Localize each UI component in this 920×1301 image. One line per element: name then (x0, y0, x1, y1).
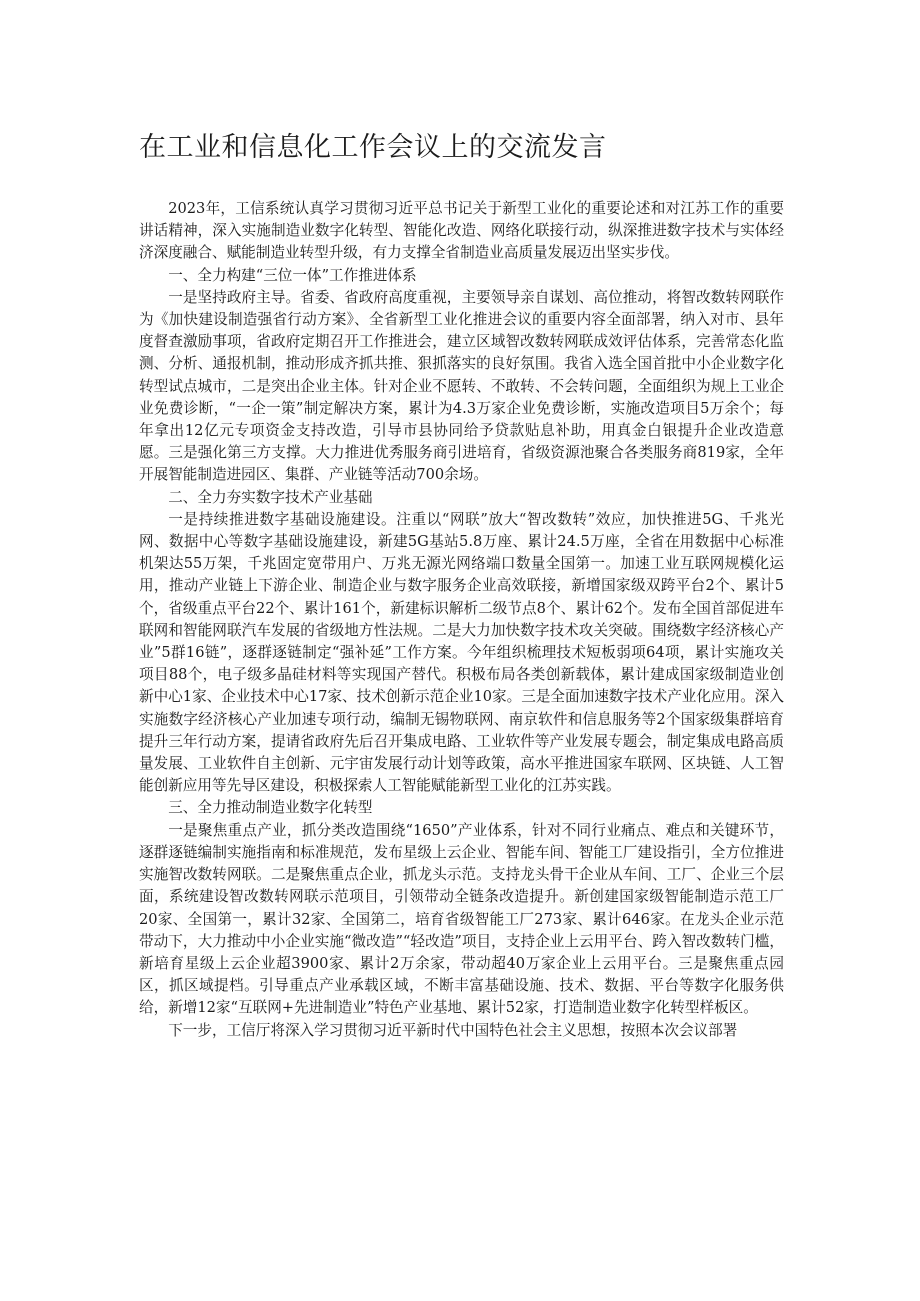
section-heading-3: 三、全力推动制造业数字化转型 (168, 799, 373, 817)
intro-paragraph: 2023年，工信系统认真学习贯彻习近平总书记关于新型工业化的重要论述和对江苏工作的重要讲话精神，深入实施制造业数字化转型、智能化改造、网络化联接行动，纵深推进数字技术与实体经济深度融合、赋能制造业转型升级，有力支撑全省制造业高质量发展迈出坚实步伐。 (139, 200, 784, 262)
section-heading-2: 二、全力夯实数字技术产业基础 (168, 488, 373, 506)
document-title: 在工业和信息化工作会议上的交流发言 (139, 132, 607, 163)
section-body-2: 一是持续推进数字基础设施建设。注重以“网联”放大“智改数转”效应，加快推进5G、千兆光网、数据中心等数字基础设施建设，新建5G基站5.8万座、累计24.5万座，全省在用数据中心标准机架达55万架，千兆固定宽带用户、万兆无源光网络端口数量全国第一。加速工业互联网规模化运用，推动产业链上下游企业、制造企业与数字服务企业高效联接，新增国家级双跨平台2个、累计5个，省级重点平台22个、累计161个，新建标识解析二级节点8个、累计62个。发布全国首部促进车联网和智能网联汽车发展的省级地方性法规。二是大力加快数字技术攻关突破。围绕数字经济核心产业”5群16链”，逐群逐链制定“强补延”工作方案。今年组织梳理技术短板弱项64项，累计实施攻关项目88个，电子级多晶硅材料等实现国产替代。积极布局各类创新载体，累计建成国家级制造业创新中心1家、企业技术中心17家、技术创新示范企业10家。三是全面加速数字技术产业化应用。深入实施数字经济核心产业加速专项行动，编制无锡物联网、南京软件和信息服务等2个国家级集群培育提升三年行动方案，提请省政府先后召开集成电路、工业软件等产业发展专题会，制定集成电路高质量发展、工业软件自主创新、元宇宙发展行动计划等政策，高水平推进国家车联网、区块链、人工智能创新应用等先导区建设，积极探索人工智能赋能新型工业化的江苏实践。 (139, 510, 784, 795)
closing-paragraph: 下一步，工信厅将深入学习贯彻习近平新时代中国特色社会主义思想，按照本次会议部署 (168, 1021, 738, 1039)
section-body-1: 一是坚持政府主导。省委、省政府高度重视，主要领导亲自谋划、高位推动，将智改数转网联作为《加快建设制造强省行动方案》、全省新型工业化推进会议的重要内容全面部署，纳入对市、县年度督查激励事项，省政府定期召开工作推进会，建立区域智改数转网联成效评估体系，完善常态化监测、分析、通报机制，推动形成齐抓共推、狠抓落实的良好氛围。我省入选全国首批中小企业数字化转型试点城市，二是突出企业主体。针对企业不愿转、不敢转、不会转问题，全面组织为规上工业企业免费诊断，“一企一策”制定解决方案，累计为4.3万家企业免费诊断，实施改造项目5万余个；每年拿出12亿元专项资金支持改造，引导市县协同给予贷款贴息补助，用真金白银提升企业改造意愿。三是强化第三方支撑。大力推进优秀服务商引进培育，省级资源池聚合各类服务商819家，全年开展智能制造进园区、集群、产业链等活动700余场。 (139, 288, 784, 484)
section-heading-1: 一、全力构建“三位一体”工作推进体系 (168, 266, 417, 284)
document-page (139, 128, 784, 1042)
section-body-3: 一是聚焦重点产业，抓分类改造围绕“1650”产业体系，针对不同行业痛点、难点和关键环节，逐群逐链编制实施指南和标准规范，发布星级上云企业、智能车间、智能工厂建设指引，全方位推进实施智改数转网联。二是聚焦重点企业，抓龙头示范。支持龙头骨干企业从车间、工厂、企业三个层面，系统建设智改数转网联示范项目，引领带动全链条改造提升。新创建国家级智能制造示范工厂20家、全国第一，累计32家、全国第二，培育省级智能工厂273家、累计646家。在龙头企业示范带动下，大力推动中小企业实施“微改造”“轻改造”项目，支持企业上云用平台、跨入智改数转门槛，新培育星级上云企业超3900家、累计2万余家，带动超40万家企业上云用平台。三是聚焦重点园区，抓区域提档。引导重点产业承载区域，不断丰富基础设施、技术、数据、平台等数字化服务供给，新增12家“互联网+先进制造业”特色产业基地、累计52家，打造制造业数字化转型样板区。 (139, 821, 784, 1017)
